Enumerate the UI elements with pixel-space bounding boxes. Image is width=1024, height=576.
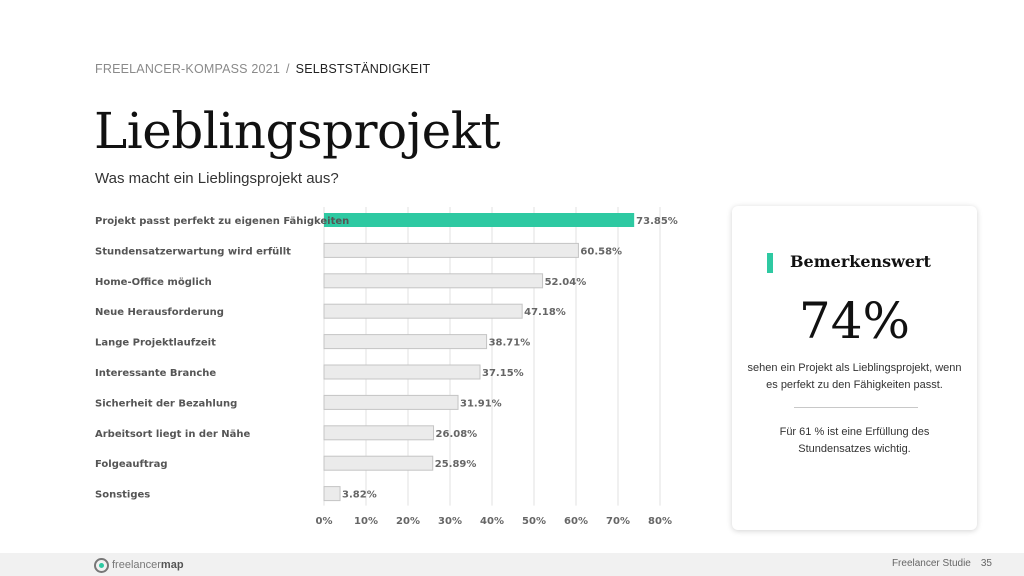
- page-subtitle: Was macht ein Lieblingsprojekt aus?: [95, 170, 339, 187]
- value-label: 3.82%: [342, 489, 377, 501]
- footer-info: [892, 558, 992, 569]
- category-label: Home-Office möglich: [95, 276, 212, 288]
- category-label: Projekt passt perfekt zu eigenen Fähigkeiten: [95, 216, 350, 227]
- bar-1: [324, 243, 578, 257]
- freelancermap-logo[interactable]: [94, 557, 184, 573]
- bar-0: [324, 213, 634, 227]
- value-label: 38.71%: [488, 337, 531, 349]
- logo-text-bold: map: [160, 559, 184, 571]
- logo-icon: [94, 558, 109, 573]
- breadcrumb-separator: /: [285, 62, 290, 76]
- category-label: Arbeitsort liegt in der Nähe: [95, 428, 251, 440]
- logo-text: [112, 559, 184, 571]
- value-label: 37.15%: [482, 368, 524, 379]
- page-title: Lieblingsprojekt: [94, 102, 501, 160]
- bar-5: [324, 365, 480, 379]
- category-label: Neue Herausforderung: [95, 307, 224, 319]
- page-number: 35: [980, 558, 992, 569]
- bar-9: [324, 487, 340, 501]
- x-tick-label: 50%: [522, 516, 546, 527]
- category-label: Sicherheit der Bezahlung: [95, 398, 238, 410]
- x-tick-label: 0%: [315, 516, 333, 527]
- value-label: 73.85%: [636, 216, 678, 227]
- bar-2: [324, 274, 543, 288]
- x-tick-label: 30%: [438, 516, 462, 527]
- value-label: 60.58%: [580, 246, 623, 258]
- bar-4: [324, 335, 487, 349]
- x-tick-label: 80%: [648, 516, 672, 527]
- bar-3: [324, 304, 522, 318]
- bar-8: [324, 456, 433, 470]
- x-tick-label: 70%: [606, 516, 630, 527]
- card-accent-bar: [767, 253, 773, 273]
- card-text-secondary: Für 61 % ist eine Erfüllung des Stundensatzes wichtig.: [779, 426, 930, 455]
- breadcrumb-current: SELBSTSTÄNDIGKEIT: [295, 62, 431, 76]
- category-label: Sonstiges: [95, 489, 151, 501]
- logo-text-light: freelancer: [112, 559, 161, 571]
- bar-6: [324, 395, 458, 409]
- value-label: 26.08%: [435, 428, 478, 440]
- breadcrumb-parent[interactable]: FREELANCER-KOMPASS 2021: [95, 62, 280, 76]
- value-label: 52.04%: [544, 276, 587, 288]
- footer: [0, 553, 1024, 576]
- x-tick-label: 10%: [354, 516, 378, 527]
- highlight-card: [732, 206, 977, 530]
- footer-label: Freelancer Studie: [891, 558, 971, 569]
- card-divider: [794, 407, 918, 408]
- category-label: Lange Projektlaufzeit: [95, 337, 216, 349]
- value-label: 47.18%: [524, 307, 566, 319]
- value-label: 31.91%: [460, 398, 502, 410]
- value-label: 25.89%: [434, 459, 477, 471]
- category-label: Interessante Branche: [95, 368, 217, 379]
- x-tick-label: 60%: [564, 516, 588, 527]
- x-tick-label: 20%: [396, 516, 420, 527]
- card-big-number: 74%: [798, 292, 911, 350]
- card-text-primary: sehen ein Projekt als Lieblingsprojekt, wenn es perfekt zu den Fähigkeiten passt.: [747, 362, 962, 391]
- bar-7: [324, 426, 434, 440]
- category-label: Stundensatzerwartung wird erfüllt: [95, 246, 291, 258]
- card-heading: Bemerkenswert: [790, 252, 931, 271]
- x-tick-label: 40%: [480, 516, 504, 527]
- category-label: Folgeauftrag: [95, 459, 168, 471]
